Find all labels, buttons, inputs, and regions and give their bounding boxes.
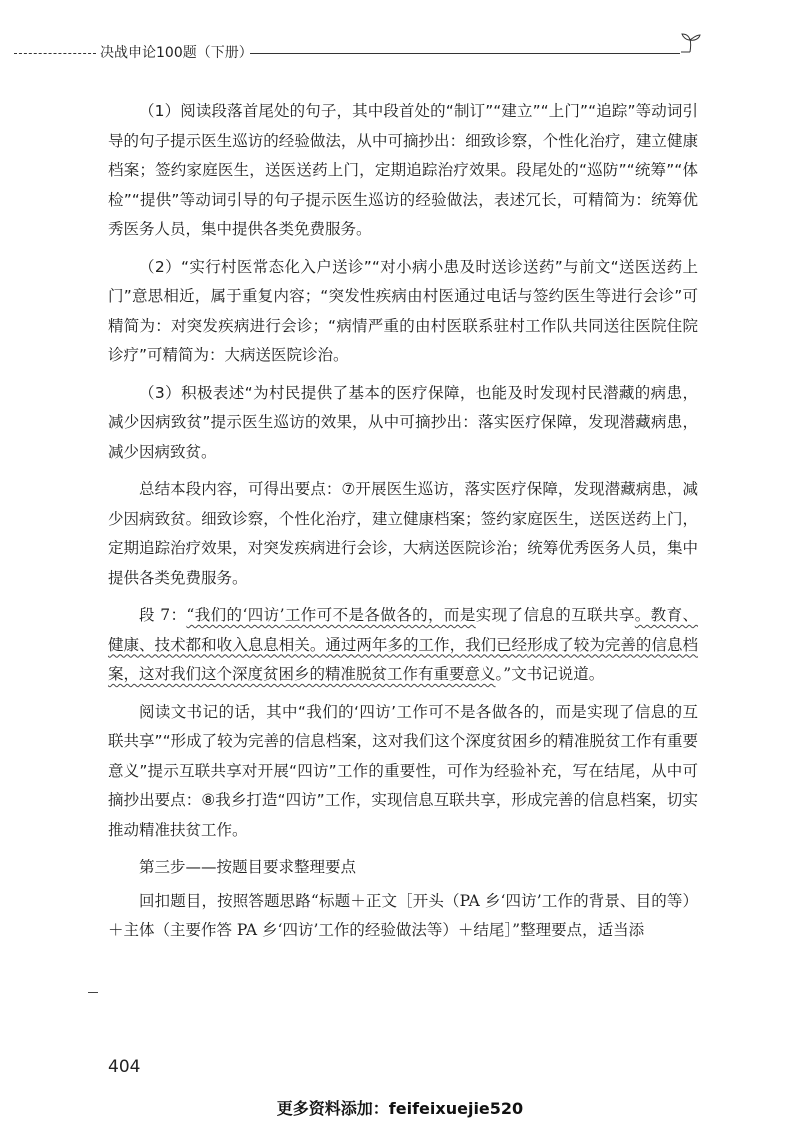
summary-paragraph: 总结本段内容，可得出要点：⑦开展医生巡访，落实医疗保障，发现潜藏病患，减少因病致贫。细致诊察，个性化治疗，建立健康档案；签约家庭医生，送医送药上门，定期追踪治疗效果，对突发疾病进行会诊，大病送医院诊治；统筹优秀医务人员，集中提供各类免费服务。	[108, 480, 698, 587]
margin-dash	[88, 992, 98, 993]
quote-highlight-1: 实现了信息的互联共享	[475, 606, 635, 624]
analysis-paragraph-4: 阅读文书记的话，其中“我们的‘四访’工作可不是各做各的，而是实现了信息的互联共享”“形成了较为完善的信息档案，这对我们这个深度贫困乡的精准脱贫工作有重要意义”提示互联共享对开展“四访”工作的重要性，可作为经验补充，写在结尾，从中可摘抄出要点：⑧我乡打造“四访”工作，实现信息互联共享，形成完善的信息档案，切实推动精准扶贫工作。	[108, 702, 698, 839]
page-body	[108, 97, 698, 954]
running-header	[0, 36, 800, 70]
quote-underlined-2: 。教育、健康、技术都和收入息息相关。通过两年多的工作，我们已经	[108, 606, 698, 654]
organize-paragraph: 回扣题目，按照答题思路“标题＋正文［开头（PA 乡‘四访’工作的背景、目的等）＋主体（主要作答 PA 乡‘四访’工作的经验做法等）＋结尾］”整理要点，适当添	[108, 891, 698, 939]
sprout-icon	[678, 30, 706, 58]
analysis-paragraph-1: （1）阅读段落首尾处的句子，其中段首处的“制订”“建立”“上门”“追踪”等动词引导的句子提示医生巡访的经验做法，从中可摘抄出：细致诊察，个性化治疗，建立健康档案；签约家庭医生，送医送药上门，定期追踪治疗效果。段尾处的“巡防”“统筹”“体检”“提供”等动词引导的句子提示医生巡访的经验做法，表述冗长，可精简为：统筹优秀医务人员，集中提供各类免费服务。	[108, 102, 698, 238]
header-rule-right	[250, 53, 680, 54]
quote-tail: 。”文书记说道。	[495, 665, 605, 683]
analysis-paragraph-3: （3）积极表述“为村民提供了基本的医疗保障，也能及时发现村民潜藏的病患，减少因病致贫”提示医生巡访的效果，从中可摘抄出：落实医疗保障，发现潜藏病患，减少因病致贫。	[108, 383, 698, 461]
quote-underlined-1: “我们的‘四访’工作可不是各做各的，而是	[186, 606, 476, 624]
analysis-paragraph-2: （2）“实行村医常态化入户送诊”“对小病小患及时送诊送药”与前文“送医送药上门”意思相近，属于重复内容；“突发性疾病由村医通过电话与签约医生等进行会诊”可精简为：对突发疾病进行会诊；“病情严重的由村医联系驻村工作队共同送往医院住院诊疗”可精简为：大病送医院诊治。	[108, 257, 698, 364]
step-heading: 第三步——按题目要求整理要点	[139, 858, 357, 876]
book-title: 决战申论100题（下册）	[100, 45, 253, 61]
quote-highlight-2: 形成了较为完善的信息档案，这对我们这个深度贫困乡的精准脱贫工作有重要意义	[108, 635, 698, 683]
paragraph-label: 段 7：	[139, 606, 187, 624]
header-rule-left	[14, 53, 96, 54]
page-number: 404	[108, 1057, 141, 1077]
footer-ad-text: 更多资料添加：feifeixuejie520	[276, 1099, 524, 1118]
source-paragraph-7	[108, 601, 698, 690]
